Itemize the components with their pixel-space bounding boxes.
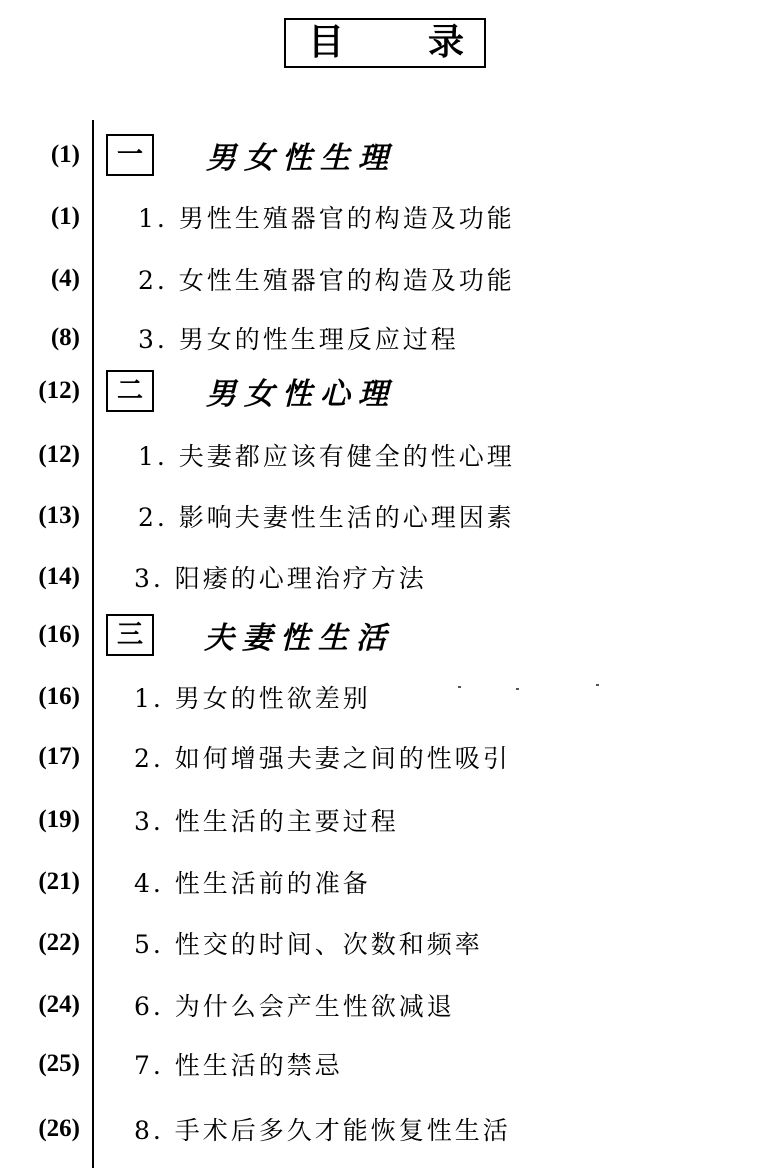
entry-label: 3. 性生活的主要过程 [134,807,399,836]
entry-label: 8. 手术后多久才能恢复性生活 [134,1116,511,1145]
page-number: (24) [38,991,80,1018]
page-number: (21) [38,868,80,895]
chapter-number-box: 二 [106,370,154,412]
toc-entry-row[interactable] [0,732,766,782]
page-number: (19) [38,806,80,833]
page-number: (4) [50,265,80,292]
scan-speck [458,686,461,688]
page-number: (12) [38,377,80,404]
page-number: (1) [50,141,80,168]
toc-entry-row[interactable] [0,672,766,722]
chapter-title: 夫妻性生活 [204,621,394,656]
toc-entry-row[interactable] [0,491,766,541]
page-number: (26) [38,1115,80,1142]
toc-chapter-row[interactable] [0,610,766,660]
entry-label: 7. 性生活的禁忌 [134,1051,343,1080]
page-number: (14) [38,563,80,590]
page-number: (16) [38,683,80,710]
entry-label: 3. 男女的性生理反应过程 [138,325,459,354]
toc-entry-row[interactable] [0,552,766,602]
title-char-left: 目 [308,22,345,63]
toc-chapter-row[interactable] [0,130,766,180]
chapter-title: 男女性生理 [206,141,396,176]
page-title [284,18,486,68]
page-number: (16) [38,621,80,648]
entry-label: 1. 男女的性欲差别 [134,684,371,713]
entry-label: 4. 性生活前的准备 [134,869,371,898]
toc-chapter-row[interactable] [0,366,766,416]
toc-entry-row[interactable] [0,1039,766,1089]
scan-speck [516,688,519,690]
entry-label: 1. 夫妻都应该有健全的性心理 [138,442,515,471]
toc-entry-row[interactable] [0,1104,766,1154]
entry-label: 2. 女性生殖器官的构造及功能 [138,266,515,295]
page-number: (8) [50,324,80,351]
entry-label: 1. 男性生殖器官的构造及功能 [138,204,515,233]
page-number: (1) [50,203,80,230]
toc-entry-row[interactable] [0,795,766,845]
page-number: (22) [38,929,80,956]
toc-entry-row[interactable] [0,918,766,968]
entry-label: 2. 如何增强夫妻之间的性吸引 [134,744,511,773]
chapter-title: 男女性心理 [206,377,396,412]
page-number: (25) [38,1050,80,1077]
entry-label: 2. 影响夫妻性生活的心理因素 [138,503,515,532]
toc-entry-row[interactable] [0,980,766,1030]
entry-label: 6. 为什么会产生性欲减退 [134,992,455,1021]
entry-label: 3. 阳痿的心理治疗方法 [134,564,427,593]
chapter-number-box: 一 [106,134,154,176]
title-char-right: 录 [427,22,464,63]
entry-label: 5. 性交的时间、次数和频率 [134,930,483,959]
page-number: (13) [38,502,80,529]
page-number: (17) [38,743,80,770]
chapter-number-box: 三 [106,614,154,656]
toc-entry-row[interactable] [0,857,766,907]
page-number: (12) [38,441,80,468]
toc-entry-row[interactable] [0,254,766,304]
toc-entry-row[interactable] [0,430,766,480]
toc-entry-row[interactable] [0,192,766,242]
toc-entry-row[interactable] [0,313,766,363]
scan-speck [596,684,599,686]
